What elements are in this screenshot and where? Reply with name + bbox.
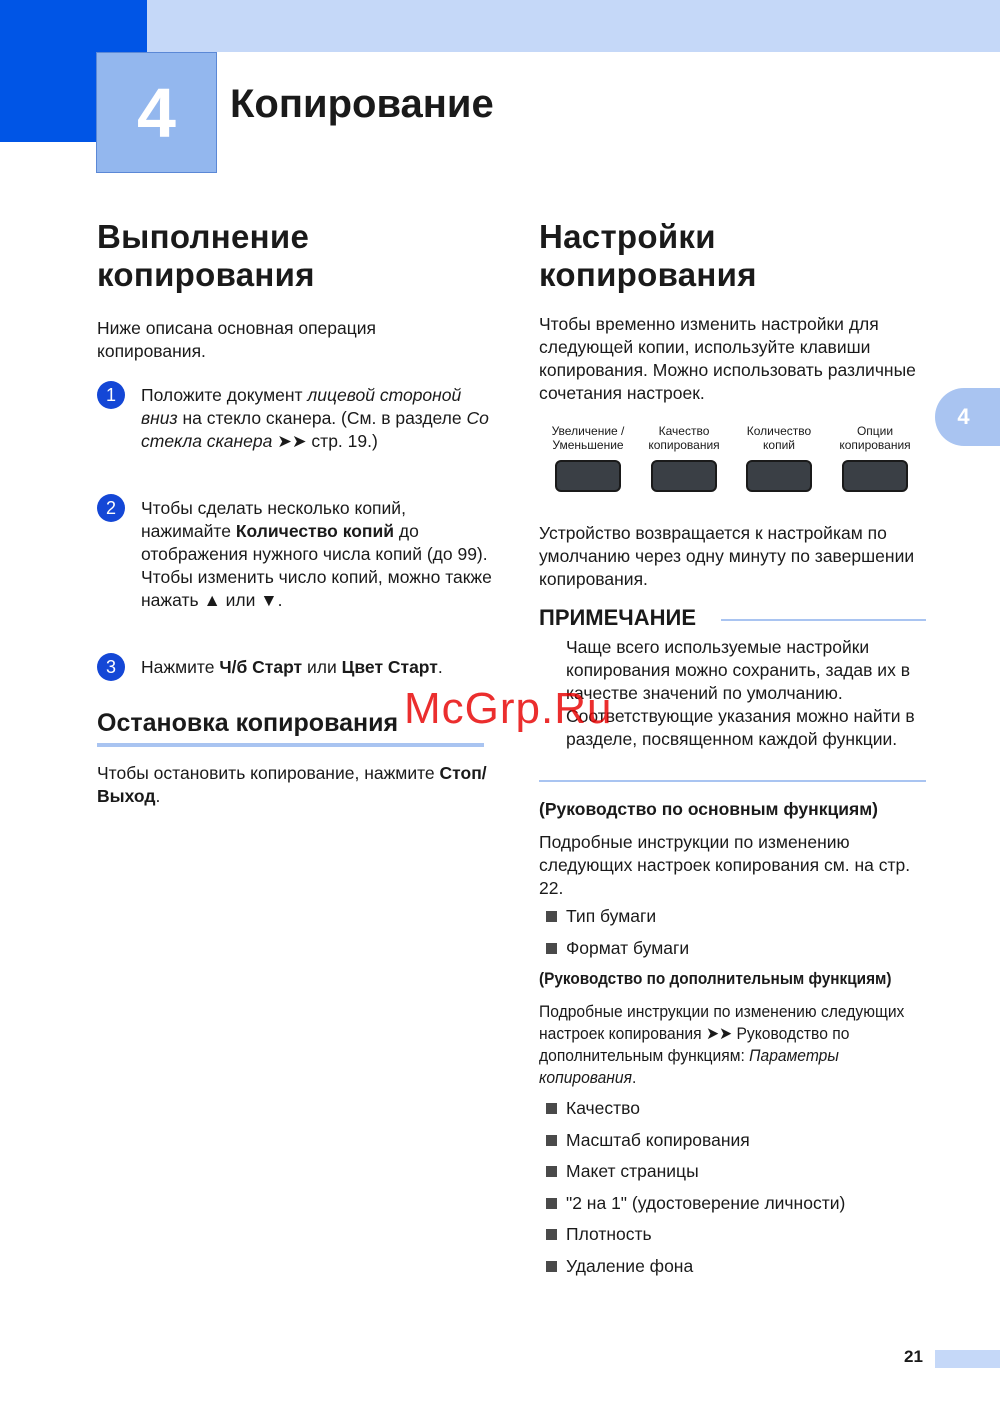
watermark: McGrp.Ru <box>404 684 613 733</box>
chapter-number: 4 <box>137 73 176 152</box>
page-number: 21 <box>904 1347 923 1366</box>
step-1 <box>97 384 492 453</box>
bullet-square-icon <box>546 1166 557 1177</box>
key-cap <box>651 460 717 492</box>
list-item: Макет страницы <box>546 1160 699 1183</box>
heading-underline <box>97 743 484 747</box>
list-item: Масштаб копирования <box>546 1129 750 1152</box>
key-label: Опции копирования <box>839 424 911 452</box>
section-heading-making-copies: Выполнение копирования <box>97 218 315 293</box>
bullet-square-icon <box>546 1261 557 1272</box>
page-number-bar <box>935 1350 1000 1368</box>
basic-guide-text: Подробные инструкции по изменению следующих настроек копирования см. на стр. 22. <box>539 832 911 898</box>
section-intro: Ниже описана основная операция копирования. <box>97 318 377 361</box>
step-text: Положите документ лицевой стороной вниз на стекло сканера. (См. в разделе Со стекла сканера ➤➤ стр. 19.) <box>141 385 489 451</box>
list-item: Формат бумаги <box>546 937 689 960</box>
bullet-square-icon <box>546 1135 557 1146</box>
header-light-band <box>147 0 1000 52</box>
step-2 <box>97 497 492 612</box>
step-number-badge: 1 <box>97 381 125 409</box>
step-text: Нажмите Ч/б Старт или Цвет Старт. <box>141 657 443 677</box>
key-label: Качество копирования <box>648 424 720 452</box>
copy-quality-key <box>636 424 732 492</box>
restore-defaults-text: Устройство возвращается к настройкам по умолчанию через одну минуту по завершении копирования. <box>539 523 915 589</box>
chapter-number-box <box>96 52 217 173</box>
key-cap <box>842 460 908 492</box>
step-3 <box>97 656 492 681</box>
list-item: Тип бумаги <box>546 905 656 928</box>
section-heading-copy-settings: Настройки копирования <box>539 218 757 293</box>
bullet-square-icon <box>546 1198 557 1209</box>
advanced-guide-text: Подробные инструкции по изменению следующих настроек копирования ➤➤ Руководство по дополнительным функциям: Параметры копирования. <box>539 1002 905 1087</box>
list-item: Качество <box>546 1097 640 1120</box>
note-title: ПРИМЕЧАНИЕ <box>539 605 697 630</box>
number-of-copies-key <box>731 424 827 492</box>
step-text: Чтобы сделать несколько копий, нажимайте Количество копий до отображения нужного числа копий (до 99). Чтобы изменить число копий, можно также нажать ▲ или ▼. <box>141 498 492 610</box>
note-rule-top <box>721 619 926 621</box>
bullet-square-icon <box>546 1229 557 1240</box>
key-cap <box>555 460 621 492</box>
bullet-square-icon <box>546 943 557 954</box>
copy-settings-intro: Чтобы временно изменить настройки для следующей копии, используйте клавиши копирования. Можно использовать различные сочетания настроек. <box>539 314 916 403</box>
key-label: Увеличение / Уменьшение <box>551 424 625 452</box>
copy-options-key <box>827 424 923 492</box>
stop-copying-text: Чтобы остановить копирование, нажмите Стоп/Выход. <box>97 763 487 806</box>
key-cap <box>746 460 812 492</box>
enlarge-reduce-key <box>540 424 636 492</box>
list-item: "2 на 1" (удостоверение личности) <box>546 1192 845 1215</box>
bullet-square-icon <box>546 911 557 922</box>
step-number-badge: 3 <box>97 653 125 681</box>
list-item: Плотность <box>546 1223 652 1246</box>
step-number-badge: 2 <box>97 494 125 522</box>
basic-guide-heading: (Руководство по основным функциям) <box>539 799 878 819</box>
note-text: Чаще всего используемые настройки копирования можно сохранить, задав их в качестве значений по умолчанию. Соответствующие указания можно найти в разделе, посвященном каждой функции. <box>566 637 915 749</box>
key-label: Количество копий <box>746 424 812 452</box>
section-heading-stop-copying: Остановка копирования <box>97 709 399 737</box>
bullet-square-icon <box>546 1103 557 1114</box>
note-rule-bottom <box>539 780 926 782</box>
advanced-guide-heading: (Руководство по дополнительным функциям) <box>539 970 892 988</box>
chapter-title: Копирование <box>230 82 494 126</box>
chapter-side-tab[interactable]: 4 <box>935 388 1000 446</box>
list-item: Удаление фона <box>546 1255 693 1278</box>
